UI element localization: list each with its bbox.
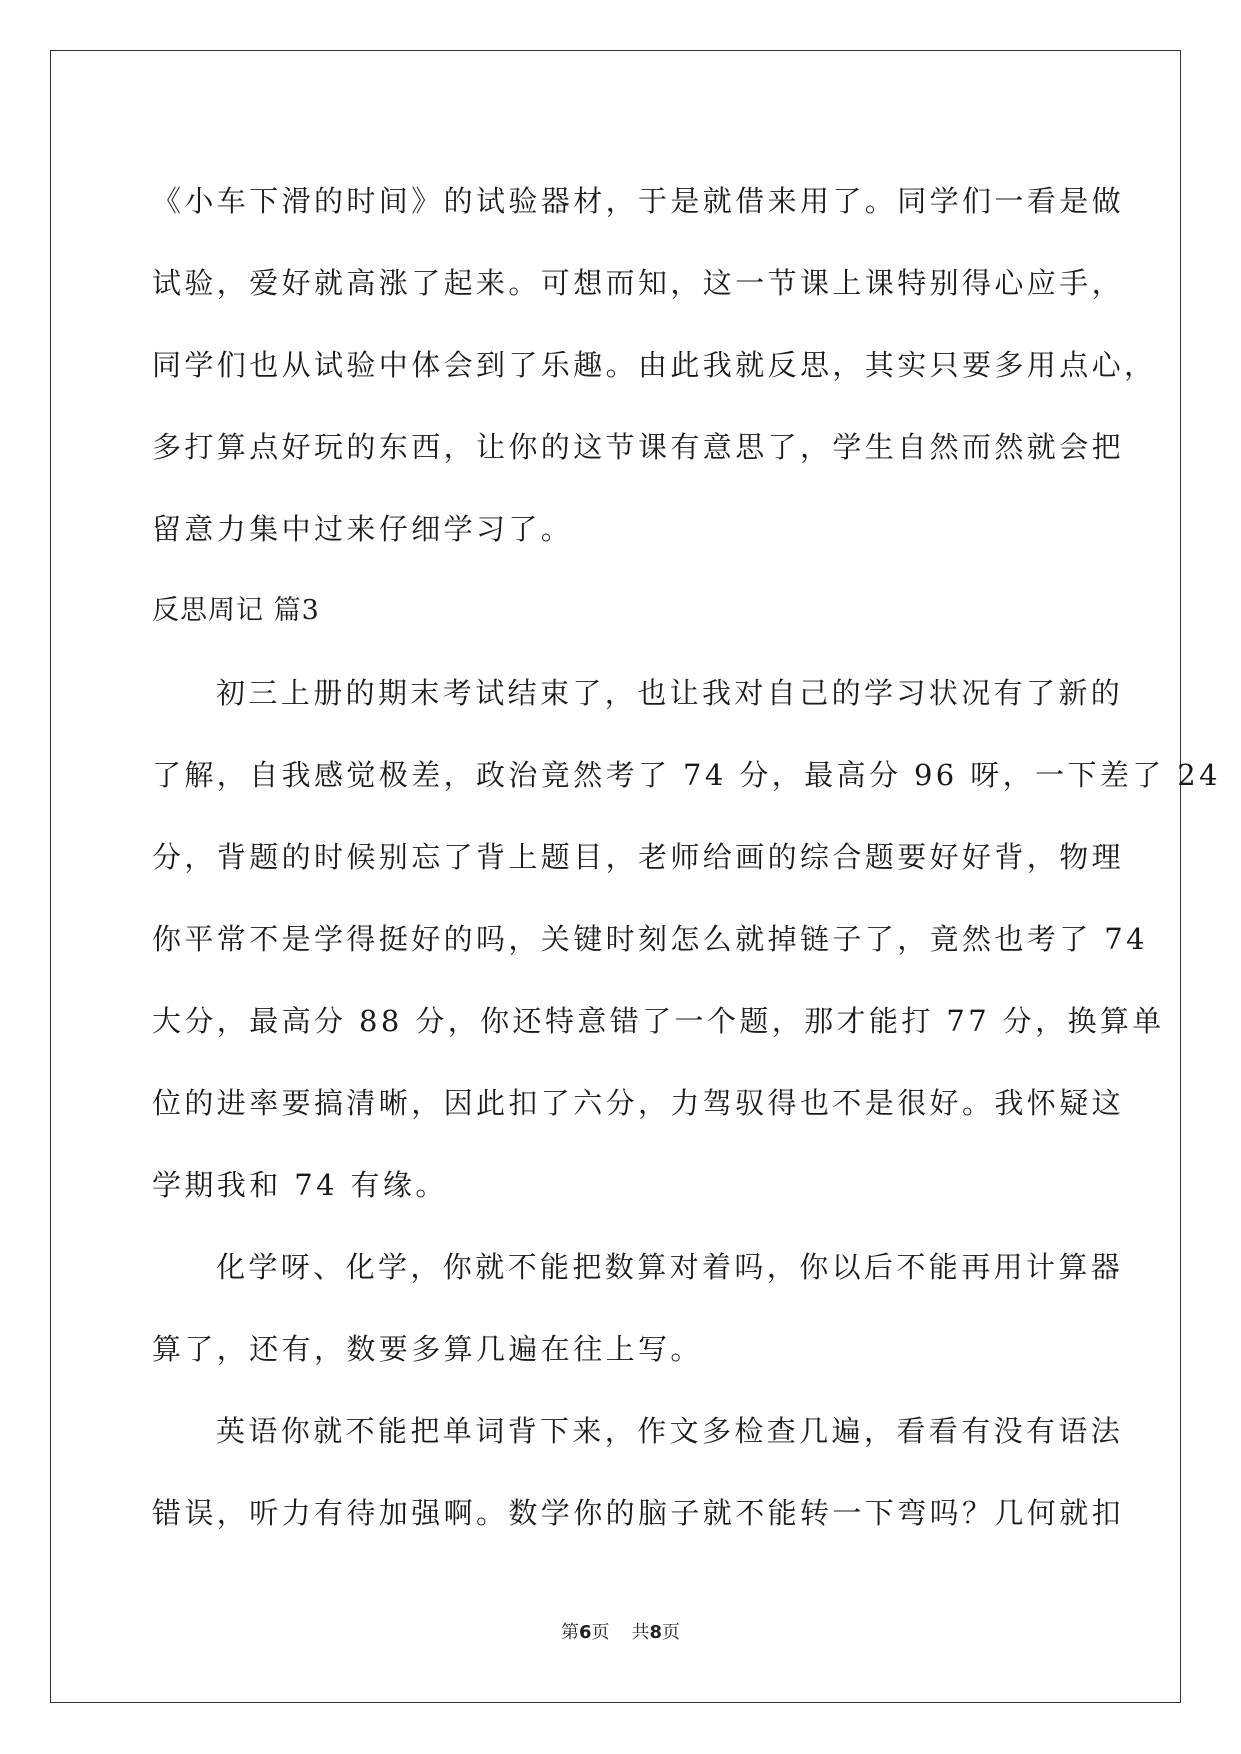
page-prefix: 第: [560, 1622, 579, 1643]
text-line: 错误，听力有待加强啊。数学你的脑子就不能转一下弯吗？几何就扣: [152, 1496, 1125, 1530]
text-line: 你平常不是学得挺好的吗，关键时刻怎么就掉链子了，竟然也考了 74: [152, 922, 1148, 956]
text-line: 多打算点好玩的东西，让你的这节课有意思了，学生自然而然就会把: [152, 430, 1125, 464]
page-footer: [0, 1618, 1241, 1644]
text-line: 分，背题的时候别忘了背上题目，老师给画的综合题要好好背，物理: [152, 840, 1125, 874]
page-current: 6: [578, 1622, 592, 1643]
text-line: 初三上册的期末考试结束了，也让我对自己的学习状况有了新的: [216, 676, 1124, 710]
text-line: 大分，最高分 88 分，你还特意错了一个题，那才能打 77 分，换算单: [152, 1004, 1165, 1038]
total-prefix: 共: [631, 1622, 650, 1643]
paragraph-1: [152, 160, 1157, 570]
paragraph-4: [152, 1390, 1125, 1554]
text-line: 英语你就不能把单词背下来，作文多检查几遍，看看有没有语法: [216, 1414, 1124, 1448]
text-line: 试验，爱好就高涨了起来。可想而知，这一节课上课特别得心应手，: [152, 266, 1125, 300]
document-body: [152, 160, 1221, 1554]
text-line: 了解，自我感觉极差，政治竟然考了 74 分，最高分 96 呀，一下差了 24: [152, 758, 1221, 792]
text-line: 化学呀、化学，你就不能把数算对着吗，你以后不能再用计算器: [216, 1250, 1124, 1284]
text-line: 学期我和 74 有缘。: [152, 1168, 448, 1202]
section-heading: 反思周记 篇3: [152, 595, 320, 626]
text-line: 同学们也从试验中体会到了乐趣。由此我就反思，其实只要多用点心，: [152, 348, 1157, 382]
text-line: 留意力集中过来仔细学习了。: [152, 512, 574, 546]
text-line: 位的进率要搞清晰，因此扣了六分，力驾驭得也不是很好。我怀疑这: [152, 1086, 1125, 1120]
page-suffix: 页: [591, 1622, 610, 1643]
text-line: 《小车下滑的时间》的试验器材，于是就借来用了。同学们一看是做: [152, 184, 1125, 218]
text-line: 算了，还有，数要多算几遍在往上写。: [152, 1332, 703, 1366]
paragraph-3: [152, 1226, 1124, 1390]
paragraph-2: [152, 652, 1221, 1226]
page-total: 8: [649, 1622, 663, 1643]
total-suffix: 页: [662, 1622, 681, 1643]
